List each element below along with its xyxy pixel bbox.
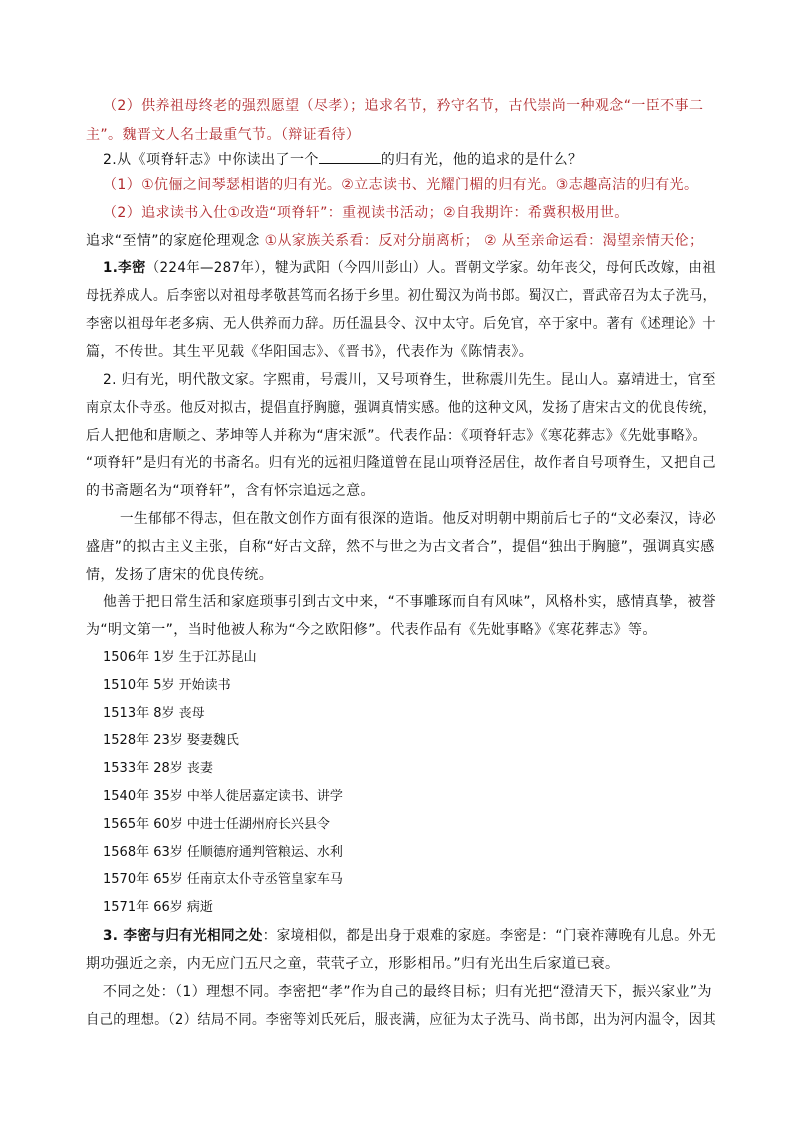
limi-heading: 1.李密 — [103, 260, 146, 276]
limi-bio-line-3: 李密以祖母年老多病、无人供养而力辞。历任温县令、汉中太守。后免官，卒于家中。著有《述理论》十 — [86, 316, 717, 332]
timeline-row: 1540年 35岁 中举人徙居嘉定读书、讲学 — [103, 789, 343, 804]
timeline-row: 1568年 63岁 任顺德府通判管粮运、水利 — [103, 845, 343, 860]
answer-line-2-b: 主”。魏晋文人名士最重气节。（辩证看待） — [86, 127, 361, 143]
answer-line-2-a: （2）供养祖母终老的强烈愿望（尽孝）；追求名节，矜守名节，古代崇尚一种观念“一臣不事二 — [103, 98, 704, 114]
timeline-row: 1571年 66岁 病逝 — [103, 900, 213, 915]
timeline-row: 1565年 60岁 中进士任湖州府长兴县令 — [103, 817, 330, 832]
question-2 — [103, 149, 582, 169]
timeline-row: 1570年 65岁 任南京太仆寺丞管皇家车马 — [103, 872, 343, 887]
timeline-row: 1528年 23岁 娶妻魏氏 — [103, 733, 239, 748]
comparison-same-line-2: 期功强近之亲，内无应门五尺之童，茕茕孑立，形影相吊。”归有光出生后家道已衰。 — [86, 956, 620, 972]
comparison-diff-line-2: 自己的理想。（2）结局不同。李密等刘氏死后，服丧满，应征为太子洗马、尚书郎，出为河内温令，因其 — [86, 1012, 717, 1028]
question-2-after: 的归有光，他的追求的是什么？ — [380, 152, 583, 168]
style-line-1: 他善于把日常生活和家庭琐事引到古文中来，“不事雕琢而自有风味”，风格朴实，感情真挚，被誉 — [103, 594, 716, 610]
comparison-same-line-1 — [103, 926, 716, 946]
guiyouguang-bio-line-5: 的书斋题名为“项脊轩”，含有怀宗追远之意。 — [86, 483, 375, 499]
comparison-diff-line-1: 不同之处：（1）理想不同。李密把“孝”作为自己的最终目标；归有光把“澄清天下，振兴家业”为 — [103, 984, 712, 1000]
career-line-3: 情，发扬了唐宋的优良传统。 — [86, 567, 274, 583]
family-ethics-points: ①从家族关系看：反对分崩离析； ② 从至亲命运看：渴望亲情天伦； — [264, 233, 704, 249]
limi-bio-line-2: 母抚养成人。后李密以对祖母孝敬甚笃而名扬于乡里。初仕蜀汉为尚书郎。蜀汉亡，晋武帝召为太子洗马， — [86, 288, 717, 304]
career-line-2: 盛唐”的拟古主义主张，自称“好古文辞，然不与世之为古文者合”，提倡“独出于胸臆”，强调真实感 — [86, 539, 715, 555]
timeline-row: 1513年 8岁 丧母 — [103, 706, 205, 721]
timeline-row: 1506年 1岁 生于江苏昆山 — [103, 650, 257, 665]
timeline-row: 1510年 5岁 开始读书 — [103, 678, 231, 693]
answer-2-point-2: （2）追求读书入仕①改造“项脊轩”：重视读书活动；②自我期许：希冀积极用世。 — [103, 205, 629, 221]
comparison-same-heading: 3. 李密与归有光相同之处 — [103, 928, 263, 944]
limi-bio-line-4: 篇，不传世。其生平见载《华阳国志》、《晋书》，代表作为《陈情表》。 — [86, 344, 534, 360]
style-line-2: 为“明文第一”，当时他被人称为“今之欧阳修”。代表作品有《先妣事略》《寒花葬志》等。 — [86, 622, 657, 638]
fill-blank — [319, 149, 381, 164]
answer-2-point-1: （1）①伉俪之间琴瑟相谐的归有光。②立志读书、光耀门楣的归有光。③志趣高洁的归有光。 — [103, 177, 699, 193]
career-line-1: 一生郁郁不得志，但在散文创作方面有很深的造诣。他反对明朝中期前后七子的“文必秦汉，诗必 — [120, 511, 716, 527]
timeline-row: 1533年 28岁 丧妻 — [103, 761, 213, 776]
family-ethics-lead: 追求“至情”的家庭伦理观念 — [86, 233, 265, 249]
guiyouguang-bio-line-4: “项脊轩”是归有光的书斋名。归有光的远祖归隆道曾在昆山项脊泾居住，故作者自号项脊生，又把自己 — [86, 455, 717, 471]
guiyouguang-bio-line-2: 南京太仆寺丞。他反对拟古，提倡直抒胸臆，强调真情实感。他的这种文风，发扬了唐宋古文的优良传统， — [86, 400, 717, 416]
guiyouguang-bio-line-1: 2. 归有光，明代散文家。字熙甫，号震川，又号项脊生，世称震川先生。昆山人。嘉靖进士，官至 — [103, 372, 717, 388]
limi-bio-text-1: （224年—287年），犍为武阳（今四川彭山）人。晋朝文学家。幼年丧父，母何氏改嫁，由祖 — [145, 260, 716, 276]
question-2-before: 2.从《项脊轩志》中你读出了一个 — [103, 152, 319, 168]
guiyouguang-bio-line-3: 后人把他和唐顺之、茅坤等人并称为“唐宋派”。代表作品：《项脊轩志》《寒花葬志》《先妣事略》。 — [86, 428, 707, 444]
limi-bio-line-1 — [103, 258, 716, 278]
family-ethics-line — [86, 231, 703, 251]
comparison-same-text: ：家境相似，都是出身于艰难的家庭。李密是：“门衰祚薄晚有儿息。外无 — [262, 928, 717, 944]
